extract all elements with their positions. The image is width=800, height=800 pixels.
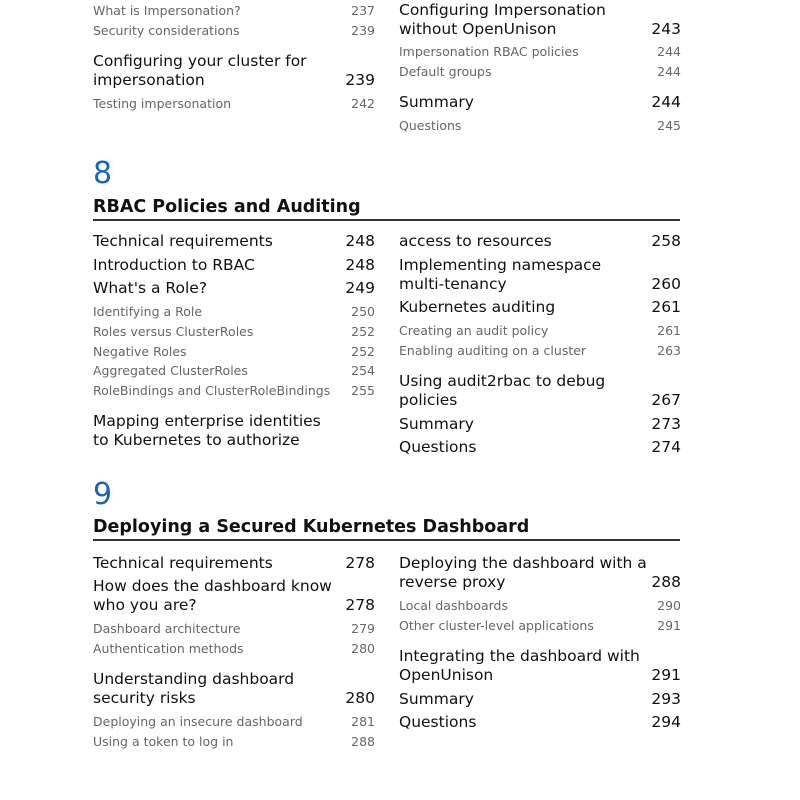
- toc-entry-page: 291: [657, 618, 681, 633]
- toc-entry-title: Other cluster-level applications: [399, 618, 594, 633]
- toc-entry-page: 244: [657, 64, 681, 79]
- toc-entry-page: 258: [651, 232, 681, 250]
- toc-entry-page: 294: [651, 713, 681, 731]
- toc-entry-page: 237: [351, 3, 375, 18]
- toc-entry: [93, 714, 375, 730]
- toc-entry-title: Summary: [399, 415, 474, 433]
- toc-entry: [93, 344, 375, 360]
- toc-entry-title: Technical requirements: [93, 232, 273, 250]
- toc-entry-title: Impersonation RBAC policies: [399, 44, 579, 59]
- toc-entry: [399, 93, 681, 112]
- toc-entry-page: 263: [657, 343, 681, 358]
- toc-entry-page: 279: [351, 621, 375, 636]
- toc-entry-title: What is Impersonation?: [93, 3, 241, 18]
- toc-entry-page: 267: [651, 391, 681, 409]
- toc-entry-title: Questions: [399, 438, 477, 456]
- toc-entry-page: 261: [651, 298, 681, 316]
- toc-entry: [93, 52, 375, 90]
- toc-entry: [399, 232, 681, 251]
- toc-entry-page: 281: [351, 714, 375, 729]
- toc-entry: [93, 670, 375, 708]
- toc-entry-page: 288: [651, 573, 681, 591]
- toc-entry-title: Creating an audit policy: [399, 323, 549, 338]
- toc-entry-title: Testing impersonation: [93, 96, 232, 111]
- toc-entry: [93, 577, 375, 615]
- toc-entry: [399, 713, 681, 732]
- toc-entry-title: Security considerations: [93, 23, 240, 38]
- toc-entry-page: 248: [345, 232, 375, 250]
- toc-entry-page: 254: [351, 363, 375, 378]
- toc-entry-page: 278: [345, 554, 375, 572]
- toc-entry-page: 252: [351, 344, 375, 359]
- toc-entry-title: Integrating the dashboard with OpenUnison: [399, 647, 640, 684]
- toc-entry-page: 278: [345, 596, 375, 614]
- toc-entry-title: How does the dashboard know who you are?: [93, 577, 332, 614]
- toc-entry: [399, 118, 681, 134]
- toc-entry: [399, 323, 681, 339]
- toc-entry: [93, 256, 375, 275]
- toc-entry: [93, 23, 375, 39]
- chapter-number: 8: [93, 156, 113, 191]
- toc-entry-page: 280: [351, 641, 375, 656]
- toc-entry-title: Implementing namespace multi-tenancy: [399, 256, 602, 293]
- toc-entry-title: Enabling auditing on a cluster: [399, 343, 587, 358]
- toc-entry-page: 260: [651, 275, 681, 293]
- chapter-title: RBAC Policies and Auditing: [93, 196, 680, 221]
- toc-entry-title: What's a Role?: [93, 279, 208, 297]
- toc-entry: [399, 690, 681, 709]
- toc-entry-title: Using a token to log in: [93, 734, 234, 749]
- toc-entry-title: Using audit2rbac to debug policies: [399, 372, 606, 409]
- toc-entry-page: 290: [657, 598, 681, 613]
- toc-entry-page: 255: [351, 383, 375, 398]
- toc-entry: [93, 383, 375, 399]
- toc-entry-title: Roles versus ClusterRoles: [93, 324, 254, 339]
- toc-entry-title: Authentication methods: [93, 641, 244, 656]
- toc-entry-page: 280: [345, 689, 375, 707]
- toc-entry: [93, 621, 375, 637]
- toc-entry: [93, 641, 375, 657]
- toc-entry-title: Kubernetes auditing: [399, 298, 556, 316]
- toc-entry: [399, 415, 681, 434]
- toc-entry: [93, 279, 375, 298]
- toc-entry-title: Deploying an insecure dashboard: [93, 714, 303, 729]
- toc-entry-page: 274: [651, 438, 681, 456]
- toc-entry-page: 239: [351, 23, 375, 38]
- toc-entry-page: 242: [351, 96, 375, 111]
- toc-entry-title: Deploying the dashboard with a reverse proxy: [399, 554, 647, 591]
- toc-entry-page: 261: [657, 323, 681, 338]
- toc-entry: [399, 598, 681, 614]
- toc-entry-title: Introduction to RBAC: [93, 256, 255, 274]
- toc-entry-title: Questions: [399, 713, 477, 731]
- toc-entry-page: 291: [651, 666, 681, 684]
- toc-entry-title: RoleBindings and ClusterRoleBindings: [93, 383, 331, 398]
- toc-entry-title: Configuring Impersonation without OpenUnison: [399, 1, 606, 38]
- toc-entry-page: 249: [345, 279, 375, 297]
- toc-entry: [399, 343, 681, 359]
- toc-entry: [93, 3, 375, 19]
- toc-entry-title: Summary: [399, 93, 474, 111]
- toc-entry: [93, 324, 375, 340]
- toc-entry: [399, 64, 681, 80]
- toc-entry-page: 248: [345, 256, 375, 274]
- toc-entry: [93, 96, 375, 112]
- toc-entry-page: 245: [657, 118, 681, 133]
- toc-entry: [399, 554, 681, 592]
- toc-entry: [93, 412, 375, 450]
- toc-entry-page: 273: [651, 415, 681, 433]
- toc-entry-title: Aggregated ClusterRoles: [93, 363, 248, 378]
- toc-entry-page: 252: [351, 324, 375, 339]
- toc-entry: [399, 256, 681, 294]
- toc-entry: [399, 647, 681, 685]
- toc-entry-title: Configuring your cluster for impersonation: [93, 52, 307, 89]
- toc-entry: [93, 304, 375, 320]
- toc-entry-title: Technical requirements: [93, 554, 273, 572]
- toc-entry: [399, 438, 681, 457]
- toc-entry-page: 244: [651, 93, 681, 111]
- toc-entry: [399, 618, 681, 634]
- toc-entry-title: Negative Roles: [93, 344, 187, 359]
- toc-entry-title: access to resources: [399, 232, 552, 250]
- toc-entry-title: Local dashboards: [399, 598, 509, 613]
- toc-entry: [399, 298, 681, 317]
- toc-entry-title: Questions: [399, 118, 462, 133]
- toc-entry-title: Understanding dashboard security risks: [93, 670, 295, 707]
- toc-entry-page: 293: [651, 690, 681, 708]
- toc-entry-title: Dashboard architecture: [93, 621, 241, 636]
- toc-entry: [93, 734, 375, 750]
- toc-entry-page: 250: [351, 304, 375, 319]
- toc-entry-title: Identifying a Role: [93, 304, 203, 319]
- toc-entry-page: 288: [351, 734, 375, 749]
- toc-entry-page: 239: [345, 71, 375, 89]
- toc-entry: [399, 44, 681, 60]
- toc-entry: [399, 372, 681, 410]
- toc-entry-title: Mapping enterprise identities to Kubernetes to authorize: [93, 412, 321, 449]
- toc-entry: [93, 363, 375, 379]
- toc-entry: [93, 232, 375, 251]
- toc-entry-title: Default groups: [399, 64, 492, 79]
- toc-entry-page: 243: [651, 20, 681, 38]
- toc-entry-title: Summary: [399, 690, 474, 708]
- toc-entry-page: 244: [657, 44, 681, 59]
- chapter-title: Deploying a Secured Kubernetes Dashboard: [93, 516, 680, 541]
- toc-entry: [93, 554, 375, 573]
- toc-entry: [399, 1, 681, 39]
- chapter-number: 9: [93, 477, 113, 512]
